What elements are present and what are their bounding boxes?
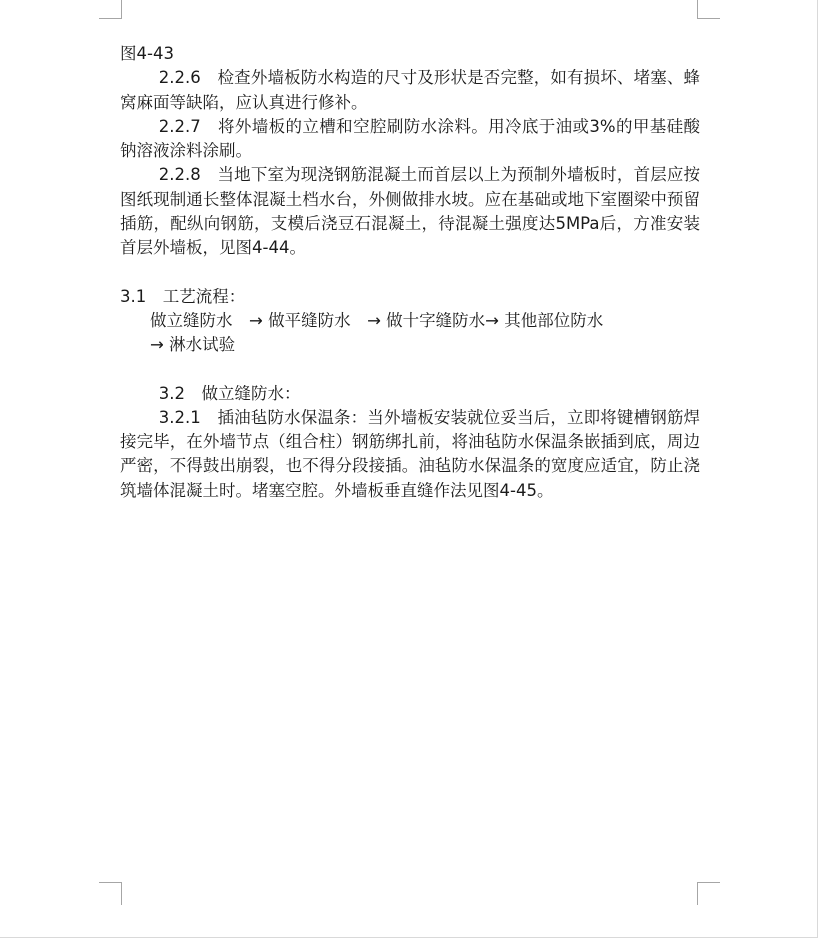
figure-caption: 图4-43 (120, 44, 174, 63)
page-body[interactable] (120, 42, 700, 503)
heading-3-2: 3.2 做立缝防水： (158, 383, 301, 403)
heading-3-1: 3.1 工艺流程： (120, 286, 246, 306)
crop-mark-bottom-right (697, 882, 720, 905)
process-flow-line-1: 做立缝防水 → 做平缝防水 → 做十字缝防水→ 其他部位防水 (150, 310, 604, 330)
blank-line (120, 358, 700, 382)
blank-line (120, 261, 700, 285)
paragraph-2-2-6: 2.2.6 检查外墙板防水构造的尺寸及形状是否完整，如有损坏、堵塞、蜂窝麻面等缺陷，应认真进行修补。 (120, 68, 700, 112)
process-flow-line-2: → 淋水试验 (150, 335, 236, 355)
paragraph-2-2-8: 2.2.8 当地下室为现浇钢筋混凝土而首层以上为预制外墙板时，首层应按图纸现制通长整体混凝土档水台，外侧做排水坡。应在基础或地下室圈梁中预留插筋，配纵向钢筋，支模后浇豆石混凝土，待混凝土强度达5MPa后，方准安装首层外墙板，见图4-44。 (120, 165, 700, 258)
paragraph-2-2-7: 2.2.7 将外墙板的立槽和空腔刷防水涂料。用冷底于油或3%的甲基硅酸钠溶液涂料涂刷。 (120, 116, 700, 161)
crop-mark-top-left (99, 0, 122, 19)
crop-mark-top-right (697, 0, 720, 19)
paragraph-3-2-1: 3.2.1 插油毡防水保温条：当外墙板安装就位妥当后，立即将键槽钢筋焊接完毕，在外墙节点（组合柱）钢筋绑扎前，将油毡防水保温条嵌插到底，周边严密，不得鼓出崩裂，也不得分段接插。油毡防水保温条的宽度应适宜，防止浇筑墙体混凝土时。堵塞空腔。外墙板垂直缝作法见图4-45。 (120, 407, 700, 500)
crop-mark-bottom-left (99, 882, 122, 905)
